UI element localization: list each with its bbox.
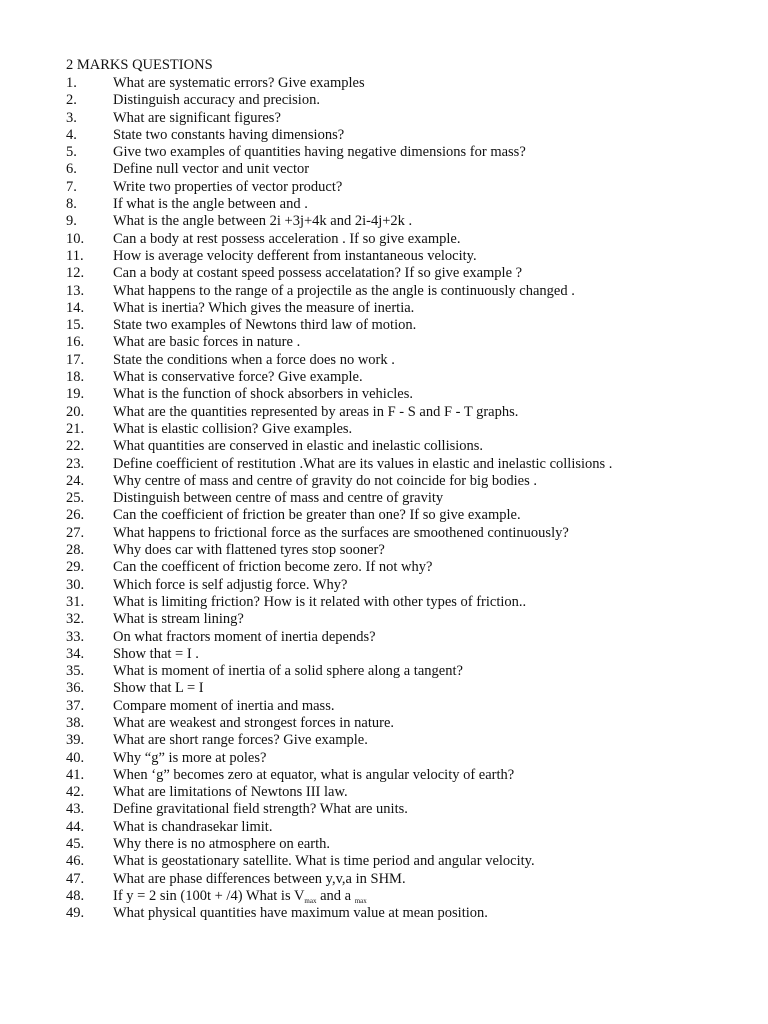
question-number: 15. bbox=[66, 317, 85, 334]
question-text: What are limitations of Newtons III law. bbox=[113, 784, 348, 801]
question-item bbox=[66, 577, 756, 594]
question-text: What are significant figures? bbox=[113, 109, 281, 126]
page-heading: 2 MARKS QUESTIONS bbox=[66, 57, 213, 73]
question-number: 3. bbox=[66, 109, 77, 126]
question-item bbox=[66, 213, 756, 230]
question-text: What is geostationary satellite. What is time period and angular velocity. bbox=[113, 853, 535, 870]
question-item bbox=[66, 283, 756, 300]
question-item bbox=[66, 110, 756, 127]
question-text: Why centre of mass and centre of gravity do not coincide for big bodies . bbox=[113, 472, 537, 489]
question-item bbox=[66, 456, 756, 473]
question-item bbox=[66, 75, 756, 92]
question-item bbox=[66, 421, 756, 438]
question-number: 8. bbox=[66, 196, 77, 213]
subscript-max: max bbox=[304, 896, 317, 905]
question-number: 21. bbox=[66, 420, 85, 437]
question-item bbox=[66, 369, 756, 386]
question-text: Show that = I . bbox=[113, 645, 199, 662]
question-text: Write two properties of vector product? bbox=[113, 178, 343, 195]
question-number: 48. bbox=[66, 887, 85, 904]
question-text: Distinguish between centre of mass and centre of gravity bbox=[113, 490, 444, 507]
question-item bbox=[66, 196, 756, 213]
question-number: 38. bbox=[66, 714, 85, 731]
question-item bbox=[66, 404, 756, 421]
question-text: Define gravitational field strength? What are units. bbox=[113, 801, 408, 818]
question-number: 32. bbox=[66, 611, 85, 628]
question-number: 47. bbox=[66, 870, 85, 887]
question-number: 12. bbox=[66, 265, 85, 282]
question-text: Which force is self adjustig force. Why? bbox=[113, 576, 348, 593]
question-item bbox=[66, 161, 756, 178]
question-text: What is inertia? Which gives the measure of inertia. bbox=[113, 299, 415, 316]
question-item bbox=[66, 507, 756, 524]
question-number: 26. bbox=[66, 507, 85, 524]
question-number: 19. bbox=[66, 386, 85, 403]
question-item bbox=[66, 92, 756, 109]
question-number: 18. bbox=[66, 369, 85, 386]
question-number: 44. bbox=[66, 818, 85, 835]
question-text-part: If y = 2 sin (100t + /4) What is V bbox=[113, 887, 305, 904]
question-text: What is conservative force? Give example. bbox=[113, 369, 363, 386]
question-item bbox=[66, 179, 756, 196]
question-item bbox=[66, 127, 756, 144]
question-item bbox=[66, 300, 756, 317]
question-item bbox=[66, 144, 756, 161]
question-text: Why does car with flattened tyres stop sooner? bbox=[113, 542, 385, 559]
question-text: Define null vector and unit vector bbox=[113, 161, 310, 178]
question-number: 29. bbox=[66, 559, 85, 576]
question-number: 41. bbox=[66, 766, 85, 783]
question-item bbox=[66, 231, 756, 248]
question-item bbox=[66, 905, 756, 922]
question-text: What is chandrasekar limit. bbox=[113, 818, 273, 835]
question-text: What is moment of inertia of a solid sphere along a tangent? bbox=[113, 663, 463, 680]
question-number: 24. bbox=[66, 472, 85, 489]
question-text: What is limiting friction? How is it related with other types of friction.. bbox=[113, 593, 527, 610]
question-item bbox=[66, 525, 756, 542]
question-text: What quantities are conserved in elastic and inelastic collisions. bbox=[113, 438, 484, 455]
question-item bbox=[66, 473, 756, 490]
question-text: Why “g” is more at poles? bbox=[113, 749, 267, 766]
question-item bbox=[66, 750, 756, 767]
question-item bbox=[66, 594, 756, 611]
question-number: 1. bbox=[66, 75, 77, 91]
question-text: What are systematic errors? Give examples bbox=[113, 75, 365, 91]
question-text: How is average velocity defferent from instantaneous velocity. bbox=[113, 247, 477, 264]
question-text: What are phase differences between y,v,a in SHM. bbox=[113, 870, 406, 887]
question-number: 23. bbox=[66, 455, 85, 472]
subscript-max: max bbox=[354, 896, 367, 905]
question-text: What is elastic collision? Give examples. bbox=[113, 420, 353, 437]
question-number: 33. bbox=[66, 628, 85, 645]
question-number: 45. bbox=[66, 836, 85, 853]
question-number: 37. bbox=[66, 697, 85, 714]
question-text: State two examples of Newtons third law of motion. bbox=[113, 317, 417, 334]
question-number: 2. bbox=[66, 92, 77, 109]
question-text: If what is the angle between and . bbox=[113, 196, 308, 213]
question-number: 14. bbox=[66, 299, 85, 316]
question-number: 36. bbox=[66, 680, 85, 697]
question-item bbox=[66, 490, 756, 507]
question-number: 16. bbox=[66, 334, 85, 351]
question-item bbox=[66, 317, 756, 334]
question-text: What happens to the range of a projectile as the angle is continuously changed . bbox=[113, 282, 575, 299]
question-number: 28. bbox=[66, 542, 85, 559]
question-text: Can the coefficent of friction become zero. If not why? bbox=[113, 559, 433, 576]
document-page bbox=[66, 55, 756, 923]
question-text: What physical quantities have maximum value at mean position. bbox=[113, 905, 488, 922]
question-item bbox=[66, 386, 756, 403]
question-item bbox=[66, 836, 756, 853]
question-text: Can a body at costant speed possess accelatation? If so give example ? bbox=[113, 265, 523, 282]
question-item bbox=[66, 888, 756, 905]
question-number: 9. bbox=[66, 213, 77, 230]
question-number: 6. bbox=[66, 161, 77, 178]
question-text: Give two examples of quantities having negative dimensions for mass? bbox=[113, 144, 526, 161]
question-item bbox=[66, 542, 756, 559]
question-text-part: and a bbox=[316, 887, 355, 904]
question-text: On what fractors moment of inertia depends? bbox=[113, 628, 376, 645]
question-number: 10. bbox=[66, 230, 85, 247]
question-text: When ‘g” becomes zero at equator, what is angular velocity of earth? bbox=[113, 766, 515, 783]
question-number: 31. bbox=[66, 593, 85, 610]
question-number: 49. bbox=[66, 905, 85, 922]
question-item bbox=[66, 248, 756, 265]
question-number: 39. bbox=[66, 732, 85, 749]
question-number: 5. bbox=[66, 144, 77, 161]
question-number: 30. bbox=[66, 576, 85, 593]
question-text: State two constants having dimensions? bbox=[113, 126, 345, 143]
question-item bbox=[66, 853, 756, 870]
question-number: 35. bbox=[66, 663, 85, 680]
question-text: Define coefficient of restitution .What are its values in elastic and inelastic collisions . bbox=[113, 455, 613, 472]
question-number: 13. bbox=[66, 282, 85, 299]
question-text: What are weakest and strongest forces in nature. bbox=[113, 714, 395, 731]
question-item bbox=[66, 352, 756, 369]
question-number: 42. bbox=[66, 784, 85, 801]
question-text: Show that L = I bbox=[113, 680, 204, 697]
question-text: Can a body at rest possess acceleration . If so give example. bbox=[113, 230, 461, 247]
question-item bbox=[66, 629, 756, 646]
question-text: State the conditions when a force does no work . bbox=[113, 351, 395, 368]
question-text: Compare moment of inertia and mass. bbox=[113, 697, 335, 714]
question-item bbox=[66, 732, 756, 749]
question-text: Distinguish accuracy and precision. bbox=[113, 92, 320, 109]
question-number: 46. bbox=[66, 853, 85, 870]
question-item bbox=[66, 334, 756, 351]
question-text: What is the function of shock absorbers in vehicles. bbox=[113, 386, 413, 403]
question-number: 11. bbox=[66, 247, 84, 264]
question-number: 40. bbox=[66, 749, 85, 766]
question-item bbox=[66, 663, 756, 680]
question-item bbox=[66, 871, 756, 888]
question-number: 43. bbox=[66, 801, 85, 818]
question-number: 34. bbox=[66, 645, 85, 662]
question-text: What are short range forces? Give example. bbox=[113, 732, 368, 749]
question-number: 20. bbox=[66, 403, 85, 420]
question-number: 25. bbox=[66, 490, 85, 507]
question-text: What is the angle between 2i +3j+4k and 2i-4j+2k . bbox=[113, 213, 413, 230]
question-item bbox=[66, 680, 756, 697]
question-item bbox=[66, 611, 756, 628]
question-text: Why there is no atmosphere on earth. bbox=[113, 836, 331, 853]
question-text: What is stream lining? bbox=[113, 611, 244, 628]
question-item bbox=[66, 698, 756, 715]
question-number: 7. bbox=[66, 178, 77, 195]
question-number: 4. bbox=[66, 126, 77, 143]
question-item bbox=[66, 767, 756, 784]
question-item bbox=[66, 438, 756, 455]
question-text: Can the coefficient of friction be greater than one? If so give example. bbox=[113, 507, 521, 524]
question-item bbox=[66, 784, 756, 801]
question-text bbox=[113, 888, 756, 905]
question-text: What are basic forces in nature . bbox=[113, 334, 301, 351]
question-item bbox=[66, 819, 756, 836]
question-text: What are the quantities represented by areas in F - S and F - T graphs. bbox=[113, 403, 519, 420]
question-number: 22. bbox=[66, 438, 85, 455]
question-text: What happens to frictional force as the surfaces are smoothened continuously? bbox=[113, 524, 569, 541]
question-number: 17. bbox=[66, 351, 85, 368]
question-item bbox=[66, 646, 756, 663]
question-item bbox=[66, 801, 756, 818]
question-item bbox=[66, 715, 756, 732]
question-item bbox=[66, 265, 756, 282]
question-item bbox=[66, 559, 756, 576]
question-number: 27. bbox=[66, 524, 85, 541]
